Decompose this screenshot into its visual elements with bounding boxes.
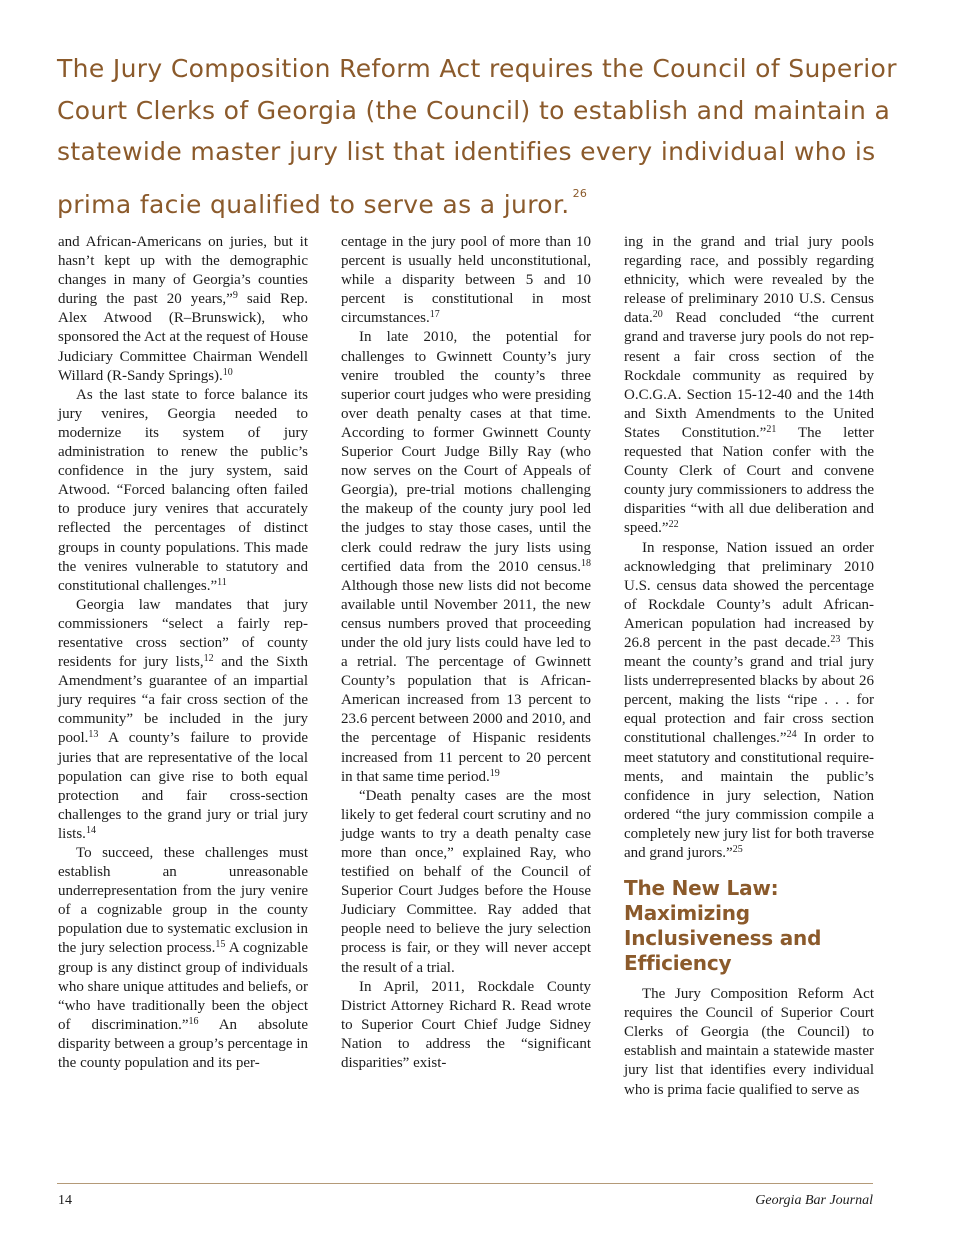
footer-divider — [57, 1183, 873, 1184]
section-heading: The New Law: Maximizing Inclusiveness and Efficiency — [624, 876, 822, 976]
footnote-ref[interactable]: 12 — [203, 653, 214, 665]
footnote-ref[interactable]: 16 — [188, 1015, 199, 1027]
footnote-ref[interactable]: 17 — [429, 309, 440, 321]
footnote-ref[interactable]: 11 — [217, 576, 227, 588]
paragraph: and African-Americans on juries, but it hasn’t kept up with the demographic changes in many of Georgia’s counties during the past 20 years,”$^9$ said Rep. Alex Atwood (R–Brunswick), who sponsored the Act at the request of House Judiciary Committee Chairman Wendell Willard (R-Sandy Springs).$^{10}$ — [58, 234, 308, 384]
footnote-ref[interactable]: 24 — [786, 729, 797, 741]
article-column-3 — [624, 233, 874, 1100]
pull-quote-text: The Jury Composition Reform Act requires the Council of Superior Court Clerks of Georgia (the Council) to establish and maintain a statewide master jury list that identifies every individual who is prima facie qualified to serve as a juror. — [57, 54, 897, 219]
footnote-ref[interactable]: 19 — [489, 767, 500, 779]
paragraph: As the last state to force balance its jury venires, Georgia needed to modernize its system of jury administration to renew the public’s confidence in the jury system, said Atwood. “Forced balancing often failed to produce jury venires that accurately reflected the percentages of distinct groups in county populations. This made the venires vulnerable to statutory and constitutional challenges.”$^{11}$ — [58, 386, 308, 594]
footnote-ref[interactable]: 20 — [652, 309, 663, 321]
footnote-ref[interactable]: 23 — [830, 633, 841, 645]
paragraph: ing in the grand and trial jury pools regarding race, and possibly regarding ethnicity, which were revealed by the release of preliminary 2010 U.S. Census data.$^{20}$ Read concluded “the current grand and traverse jury pools do not represent a fair cross section of the Rockdale community as required by O.C.G.A. Section 15-12-40 and the 14th and Sixth Amendments to the United States Constitution.”$^{21}$ The letter requested that Nation confer with the County Clerk of Court and convene county jury commissioners to address the disparities “with all due deliberation and speed.”$^{22}$ — [624, 234, 874, 537]
footnote-ref[interactable]: 14 — [85, 824, 96, 836]
paragraph: In April, 2011, Rockdale County District Attorney Richard R. Read wrote to Superior Court Chief Judge Sidney Nation to address the “significant disparities” exist- — [341, 978, 591, 1072]
page-number: 14 — [58, 1193, 72, 1208]
paragraph: Georgia law mandates that jury commissioners “select a fairly representative cross section” of county residents for jury lists,$^{12}$ and the Sixth Amendment’s guarantee of an impartial jury requires “a fair cross section of the community” be included in the jury pool.$^{13}$ A county’s failure to provide juries that are representative of the local population can give rise to both equal protection and fair cross-section challenges to the grand jury or trial jury lists.$^{14}$ — [58, 596, 308, 842]
paragraph: To succeed, these challenges must establish an unreasonable underrepresentation from the jury venire of a cognizable group in the county population due to systematic exclusion in the jury selection process.$^{15}$ A cognizable group is any distinct group of individuals who share unique attitudes and beliefs, or “who have traditionally been the object of discrimination.”$^{16}$ An absolute disparity between a group’s percentage in the county population and its per- — [58, 845, 308, 1072]
footnote-ref[interactable]: 21 — [766, 423, 777, 435]
paragraph: The Jury Composition Reform Act requires the Council of Superior Court Clerks of Georgia (the Council) to establish and maintain a statewide master jury list that identifies every individual who is prima facie qualified to serve as — [624, 986, 874, 1098]
footnote-ref[interactable]: 13 — [88, 729, 99, 741]
footnote-ref[interactable]: 15 — [215, 939, 226, 951]
pull-quote-footnote: 26 — [572, 186, 588, 200]
journal-name: Georgia Bar Journal — [755, 1193, 873, 1208]
pull-quote — [57, 48, 917, 225]
paragraph: centage in the jury pool of more than 10 percent is usually held unconstitutional, while a disparity between 5 and 10 percent is constitutional in most circumstances.$^{17}$ — [341, 234, 591, 327]
footnote-ref[interactable]: 9 — [232, 290, 238, 302]
footnote-ref[interactable]: 10 — [222, 366, 233, 378]
footnote-ref[interactable]: 18 — [581, 557, 591, 569]
footnote-ref[interactable]: 22 — [668, 519, 679, 531]
paragraph: “Death penalty cases are the most likely to get federal court scrutiny and no judge wants to try a death penalty case more than once,” explained Ray, who testified on behalf of the Council of Superior Court Judges before the House Judiciary Committee. Ray added that people need to believe the jury selection process is fair, or they will never accept the result of a trial. — [341, 787, 591, 976]
article-column-2 — [341, 233, 591, 1073]
article-column-1 — [58, 233, 308, 1073]
paragraph: In late 2010, the potential for challenges to Gwinnett County’s jury venire troubled the county’s three superior court judges who were presiding over death penalty cases at that time. According to former Gwinnett County Superior Court Judge Billy Ray (who now serves on the Court of Appeals of Georgia), pre-trial motions challenging the makeup of the county jury pool led the judges to stay those cases, until the clerk could redraw the jury lists using certified data from the 2010 census.$^{18}$ Although those new lists did not become available until November 2011, the new census numbers proved that proceeding under the old jury lists could have led to a retrial. The percentage of Gwinnett County’s population that is African-American increased from 13 percent to 23.6 percent between 2000 and 2010, and the percentage of Hispanic residents increased from 11 percent to 20 percent in that same time period.$^{19}$ — [341, 329, 591, 785]
footnote-ref[interactable]: 25 — [732, 844, 743, 855]
paragraph: In response, Nation issued an order acknowledging that preliminary 2010 U.S. census data showed the percentage of Rockdale County’s adult African-American population had increased by 26.8 percent in the past decade.$^{23}$ This meant the county’s grand and trial jury lists underrepresented blacks by about 26 percent, making the lists “ripe . . . for equal protection and fair cross section constitutional challenges.”$^{24}$ In order to meet statutory and constitutional requirements, and maintain the public’s confidence in jury selection, Nation ordered “the jury commission compile a completely new jury list for both traverse and grand jurors.”$^{25}$ — [624, 539, 875, 861]
